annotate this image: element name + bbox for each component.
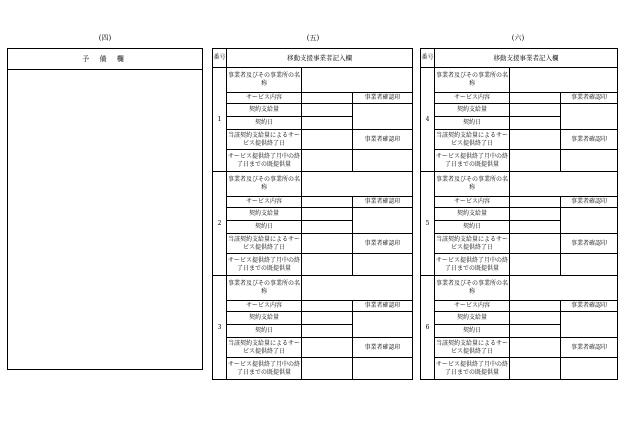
amount-value [302, 312, 353, 325]
confirm-stamp-area [353, 312, 413, 338]
date-value [510, 325, 561, 338]
provider-label: 事業者及びその事業所の名称 [227, 276, 302, 301]
used-row [421, 254, 618, 276]
provider-value [302, 68, 413, 93]
entry-number: 4 [421, 68, 435, 172]
amount-value [302, 208, 353, 221]
confirm-stamp-label: 事業者確認印 [353, 130, 413, 150]
end-label: 当該契約支給量によるサービス提供終了日 [227, 234, 302, 254]
used-value [302, 150, 353, 172]
used-label: サービス提供終了月中の終了日までの既提供量 [435, 358, 510, 380]
provider-label: 事業者及びその事業所の名称 [435, 276, 510, 301]
service-row [421, 301, 618, 312]
provider-table-right [420, 48, 618, 380]
amount-label: 契約支給量 [435, 312, 510, 325]
amount-row [421, 312, 618, 325]
end-row [421, 130, 618, 150]
confirm-stamp-label: 事業者確認印 [561, 234, 618, 254]
confirm-stamp-label: 事業者確認印 [561, 197, 618, 208]
used-label: サービス提供終了月中の終了日までの既提供量 [227, 358, 302, 380]
service-value [302, 93, 353, 104]
end-value [302, 338, 353, 358]
confirm-stamp-label: 事業者確認印 [353, 93, 413, 104]
date-label: 契約日 [435, 325, 510, 338]
date-label: 契約日 [435, 117, 510, 130]
amount-row [421, 208, 618, 221]
provider-value [510, 68, 618, 93]
end-row [213, 234, 413, 254]
end-label: 当該契約支給量によるサービス提供終了日 [435, 234, 510, 254]
service-row [213, 301, 413, 312]
service-value [302, 301, 353, 312]
entry-number: 6 [421, 276, 435, 380]
amount-label: 契約支給量 [227, 104, 302, 117]
confirm-stamp-area [561, 104, 618, 130]
amount-label: 契約支給量 [435, 104, 510, 117]
used-row [213, 254, 413, 276]
end-row [421, 338, 618, 358]
section-number-four: (四) [98, 34, 112, 42]
amount-value [510, 104, 561, 117]
provider-value [302, 172, 413, 197]
service-label: サービス内容 [435, 301, 510, 312]
reserve-panel-title: 予 備 欄 [8, 49, 202, 70]
used-row [213, 358, 413, 380]
service-label: サービス内容 [435, 197, 510, 208]
confirm-stamp-area [353, 104, 413, 130]
provider-row [213, 172, 413, 197]
confirm-stamp-area [561, 208, 618, 234]
confirm-stamp-area [561, 254, 618, 276]
provider-value [510, 172, 618, 197]
provider-row [421, 172, 618, 197]
number-column-header: 番号 [213, 49, 227, 68]
end-value [302, 130, 353, 150]
end-label: 当該契約支給量によるサービス提供終了日 [435, 130, 510, 150]
end-label: 当該契約支給量によるサービス提供終了日 [435, 338, 510, 358]
used-row [213, 150, 413, 172]
used-row [421, 358, 618, 380]
end-row [213, 130, 413, 150]
amount-row [421, 104, 618, 117]
service-row [213, 197, 413, 208]
amount-row [213, 312, 413, 325]
confirm-stamp-label: 事業者確認印 [561, 338, 618, 358]
provider-label: 事業者及びその事業所の名称 [435, 172, 510, 197]
service-row [421, 93, 618, 104]
service-label: サービス内容 [227, 301, 302, 312]
service-value [510, 93, 561, 104]
used-label: サービス提供終了月中の終了日までの既提供量 [435, 254, 510, 276]
date-label: 契約日 [227, 325, 302, 338]
service-value [510, 197, 561, 208]
provider-row [421, 68, 618, 93]
used-label: サービス提供終了月中の終了日までの既提供量 [227, 254, 302, 276]
confirm-stamp-label: 事業者確認印 [353, 301, 413, 312]
entry-number: 5 [421, 172, 435, 276]
provider-label: 事業者及びその事業所の名称 [227, 68, 302, 93]
date-label: 契約日 [227, 221, 302, 234]
amount-value [510, 312, 561, 325]
section-number-six: (六) [511, 34, 525, 42]
date-value [510, 221, 561, 234]
table-header-row [421, 49, 618, 68]
date-value [302, 117, 353, 130]
confirm-stamp-area [353, 208, 413, 234]
confirm-stamp-label: 事業者確認印 [561, 93, 618, 104]
reserve-panel [7, 48, 203, 370]
entry-number: 1 [213, 68, 227, 172]
confirm-stamp-area [353, 358, 413, 380]
date-label: 契約日 [435, 221, 510, 234]
used-value [510, 254, 561, 276]
end-value [510, 338, 561, 358]
provider-value [302, 276, 413, 301]
number-column-header: 番号 [421, 49, 435, 68]
provider-label: 事業者及びその事業所の名称 [227, 172, 302, 197]
service-row [213, 93, 413, 104]
amount-label: 契約支給量 [227, 312, 302, 325]
section-number-five: (五) [306, 34, 320, 42]
provider-row [421, 276, 618, 301]
confirm-stamp-label: 事業者確認印 [353, 338, 413, 358]
used-row [421, 150, 618, 172]
confirm-stamp-area [353, 150, 413, 172]
end-value [302, 234, 353, 254]
entry-number: 2 [213, 172, 227, 276]
end-label: 当該契約支給量によるサービス提供終了日 [227, 338, 302, 358]
entry-number: 3 [213, 276, 227, 380]
date-value [510, 117, 561, 130]
used-label: サービス提供終了月中の終了日までの既提供量 [227, 150, 302, 172]
end-value [510, 234, 561, 254]
confirm-stamp-label: 事業者確認印 [561, 301, 618, 312]
service-value [510, 301, 561, 312]
end-row [421, 234, 618, 254]
end-label: 当該契約支給量によるサービス提供終了日 [227, 130, 302, 150]
amount-value [510, 208, 561, 221]
table-title: 移動支援事業者記入欄 [227, 49, 413, 68]
confirm-stamp-area [561, 312, 618, 338]
provider-value [510, 276, 618, 301]
service-row [421, 197, 618, 208]
end-row [213, 338, 413, 358]
used-label: サービス提供終了月中の終了日までの既提供量 [435, 150, 510, 172]
amount-label: 契約支給量 [227, 208, 302, 221]
service-label: サービス内容 [227, 197, 302, 208]
used-value [302, 358, 353, 380]
confirm-stamp-area [561, 358, 618, 380]
amount-row [213, 104, 413, 117]
amount-label: 契約支給量 [435, 208, 510, 221]
confirm-stamp-label: 事業者確認印 [353, 197, 413, 208]
date-label: 契約日 [227, 117, 302, 130]
provider-table-left [212, 48, 413, 380]
confirm-stamp-label: 事業者確認印 [561, 130, 618, 150]
table-title: 移動支援事業者記入欄 [435, 49, 618, 68]
date-value [302, 221, 353, 234]
used-value [302, 254, 353, 276]
service-label: サービス内容 [435, 93, 510, 104]
used-value [510, 358, 561, 380]
confirm-stamp-label: 事業者確認印 [353, 234, 413, 254]
end-value [510, 130, 561, 150]
service-value [302, 197, 353, 208]
table-header-row [213, 49, 413, 68]
confirm-stamp-area [561, 150, 618, 172]
service-label: サービス内容 [227, 93, 302, 104]
amount-value [302, 104, 353, 117]
provider-row [213, 68, 413, 93]
provider-row [213, 276, 413, 301]
amount-row [213, 208, 413, 221]
confirm-stamp-area [353, 254, 413, 276]
date-value [302, 325, 353, 338]
used-value [510, 150, 561, 172]
provider-label: 事業者及びその事業所の名称 [435, 68, 510, 93]
